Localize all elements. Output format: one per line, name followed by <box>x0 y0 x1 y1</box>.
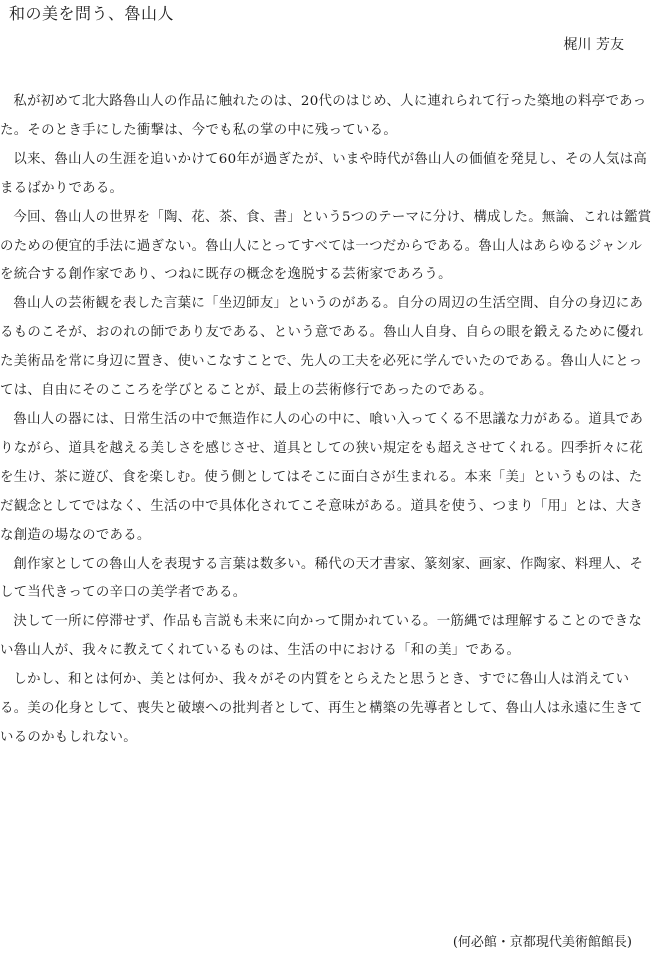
paragraph: 私が初めて北大路魯山人の作品に触れたのは、20代のはじめ、人に連れられて行った築地の料亭であった。そのとき手にした衝撃は、今でも私の掌の中に残っている。 <box>0 94 647 138</box>
author-name: 梶川 芳友 <box>563 37 624 53</box>
paragraph: 決して一所に停滞せず、作品も言説も未来に向かって開かれている。一筋縄では理解することのできない魯山人が、我々に教えてくれているものは、生活の中における「和の美」である。 <box>0 614 643 659</box>
paragraph: 今回、魯山人の世界を「陶、花、茶、食、書」という5つのテーマに分け、構成した。無論、これは鑑賞のための便宜的手法に過ぎない。魯山人にとってすべては一つだからである。魯山人はあらゆるジャンルを統合する創作家であり、つねに既存の概念を逸脱する芸術家であろう。 <box>0 209 652 283</box>
essay-title: 和の美を問う、魯山人 <box>9 4 175 23</box>
paragraph: しかし、和とは何か、美とは何か、我々がその内質をとらえたと思うとき、すでに魯山人は消えている。美の化身として、喪失と破壊への批判者として、再生と構築の先導者として、魯山人は永遠に生きているのかもしれない。 <box>0 672 643 745</box>
paragraph: 魯山人の芸術観を表した言葉に「坐辺師友」というのがある。自分の周辺の生活空間、自分の身辺にあるものこそが、おのれの師であり友である、という意である。魯山人自身、自らの眼を鍛えるために優れた美術品を常に身辺に置き、使いこなすことで、先人の工夫を必死に学んでいたのである。魯山人にとっては、自由にそのこころを学びとることが、最上の芸術修行であったのである。 <box>0 296 644 399</box>
paragraph: 創作家としての魯山人を表現する言葉は数多い。稀代の天才書家、篆刻家、画家、作陶家、料理人、そして当代きっての辛口の美学者である。 <box>0 556 644 601</box>
paragraph: 魯山人の器には、日常生活の中で無造作に人の心の中に、喰い入ってくる不思議な力がある。道具でありながら、道具を越える美しさを感じさせ、道具としての狭い規定をも超えさせてくれる。四季折々に花を生け、茶に遊び、食を楽しむ。使う側としてはそこに面白さが生まれる。本来「美」というものは、ただ観念としてではなく、生活の中で具体化されてこそ意味がある。道具を使う、つまり「用」とは、大きな創造の場なのである。 <box>0 411 644 543</box>
essay-body <box>0 88 652 753</box>
paragraph: 以来、魯山人の生涯を追いかけて60年が過ぎたが、いまや時代が魯山人の価値を発見し、その人気は高まるばかりである。 <box>0 151 648 196</box>
author-affiliation: (何必館・京都現代美術館館長) <box>452 935 632 950</box>
